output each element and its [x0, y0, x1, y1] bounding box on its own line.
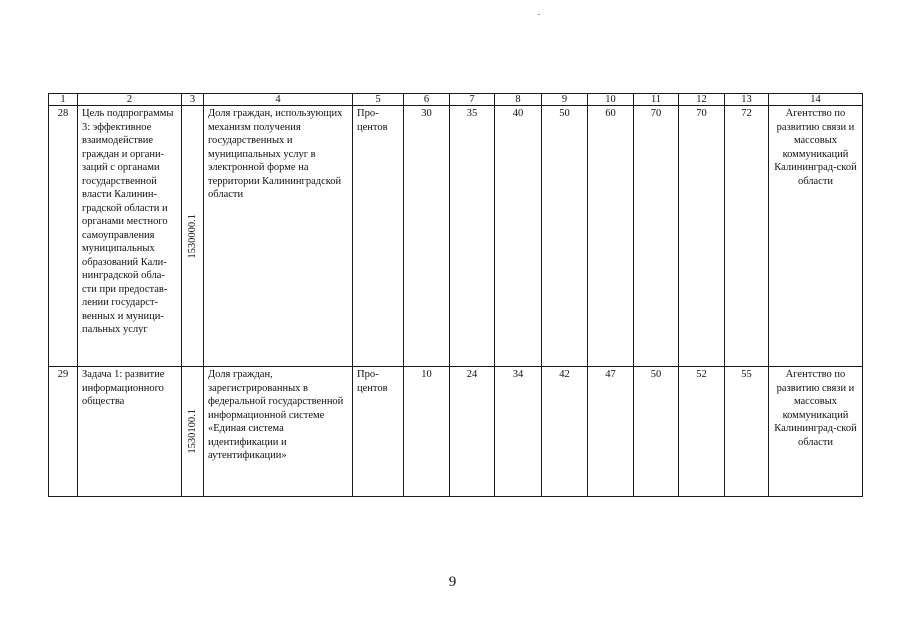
value-cell: 52 — [679, 367, 725, 497]
indicator-name: Доля граждан, зарегистрированных в федеральной государственной информационной системе «Единая система идентификации и аутентификации» — [204, 367, 353, 497]
scan-speck — [538, 14, 540, 15]
column-number-header: 10 — [588, 94, 634, 106]
value-cell: 40 — [495, 106, 542, 367]
value-cell: 60 — [588, 106, 634, 367]
column-number-header: 4 — [204, 94, 353, 106]
value-cell: 10 — [404, 367, 450, 497]
value-cell: 47 — [588, 367, 634, 497]
indicators-table — [48, 93, 863, 497]
value-cell: 70 — [634, 106, 679, 367]
column-number-header: 13 — [725, 94, 769, 106]
column-number-header: 3 — [182, 94, 204, 106]
value-cell: 30 — [404, 106, 450, 367]
column-number-header: 8 — [495, 94, 542, 106]
column-number-header: 11 — [634, 94, 679, 106]
column-number-header: 6 — [404, 94, 450, 106]
page-number: 9 — [448, 574, 457, 590]
value-cell: 70 — [679, 106, 725, 367]
table-row — [49, 367, 863, 497]
table-row — [49, 106, 863, 367]
indicator-code: 1530100.1 — [186, 409, 198, 454]
column-number-header: 9 — [542, 94, 588, 106]
value-cell: 24 — [450, 367, 495, 497]
value-cell: 50 — [634, 367, 679, 497]
code-cell — [182, 106, 204, 367]
row-number: 28 — [49, 106, 78, 367]
value-cell: 35 — [450, 106, 495, 367]
value-cell: 72 — [725, 106, 769, 367]
value-cell: 34 — [495, 367, 542, 497]
column-number-header: 2 — [78, 94, 182, 106]
code-cell — [182, 367, 204, 497]
unit-of-measure: Про-центов — [353, 106, 404, 367]
row-number: 29 — [49, 367, 78, 497]
value-cell: 42 — [542, 367, 588, 497]
responsible-executor: Агентство по развитию связи и массовых коммуникаций Калининград-ской области — [769, 367, 863, 497]
responsible-executor: Агентство по развитию связи и массовых коммуникаций Калининград-ской области — [769, 106, 863, 367]
value-cell: 50 — [542, 106, 588, 367]
unit-of-measure: Про-центов — [353, 367, 404, 497]
column-number-header: 7 — [450, 94, 495, 106]
column-number-header: 12 — [679, 94, 725, 106]
column-number-header: 5 — [353, 94, 404, 106]
indicator-name: Доля граждан, использующих механизм получения государственных и муниципальных услуг в электронной форме на территории Калининградской области — [204, 106, 353, 367]
column-number-header: 1 — [49, 94, 78, 106]
goal-name: Цель подпрограммы 3: эффективное взаимодействие граждан и органи-заций с органами государственной власти Калинин-градской области и органами местного самоуправления муниципальных образований Кали-нинградской обла-сти при предостав-лении государст-венных и муници-пальных услуг — [78, 106, 182, 367]
table-header-row — [49, 94, 863, 106]
indicator-code: 1530000.1 — [186, 213, 198, 259]
goal-name: Задача 1: развитие информационного общества — [78, 367, 182, 497]
value-cell: 55 — [725, 367, 769, 497]
column-number-header: 14 — [769, 94, 863, 106]
